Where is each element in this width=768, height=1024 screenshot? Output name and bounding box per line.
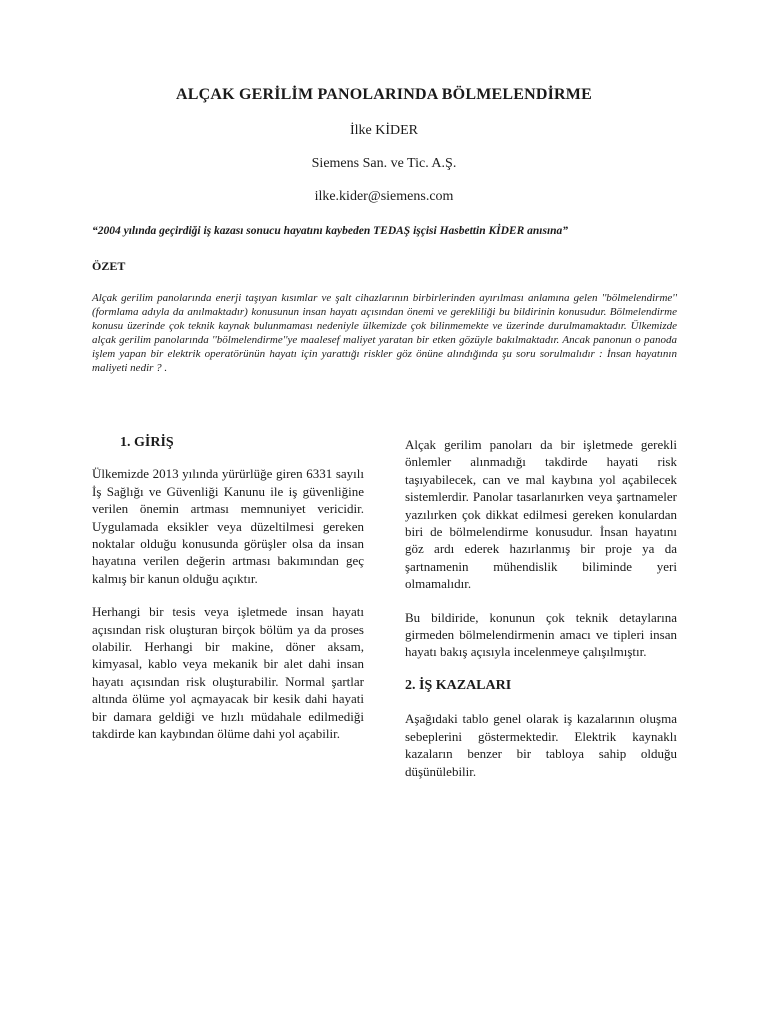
accidents-paragraph-1: Aşağıdaki tablo genel olarak iş kazalarının oluşma sebeplerini göstermektedir. Elektrik kaynaklı kazaların benzer bir tabloya sahip olduğu düşünülebilir. bbox=[405, 711, 677, 779]
paper-title: ALÇAK GERİLİM PANOLARINDA BÖLMELENDİRME bbox=[176, 86, 592, 103]
left-column bbox=[92, 430, 364, 759]
author-name: İlke KİDER bbox=[349, 123, 419, 138]
section-heading-accidents: 2. İŞ KAZALARI bbox=[405, 677, 512, 693]
dedication: “2004 yılında geçirdiği iş kazası sonucu hayatını kaybeden TEDAŞ işçisi Hasbettin KİDER anısına” bbox=[92, 225, 569, 237]
intro-paragraph-2: Herhangi bir tesis veya işletmede insan hayatı açısından risk oluşturan birçok bölüm ya da proses olabilir. Herhangi bir makine, döner aksam, kimyasal, kablo veya mekanik bir alet dahi insan hayatı açısından risk oluşturabilir. Normal şartlar altında ölüme yol açmayacak bir kesik dahi hayati bir damara geldiği ve hızlı müdahale edilmediği takdirde kan kaybından ölüme dahi yol açabilir. bbox=[92, 604, 364, 742]
right-column bbox=[405, 436, 677, 796]
intro-paragraph-1: Ülkemizde 2013 yılında yürürlüğe giren 6331 sayılı İş Sağlığı ve Güvenliği Kanunu ile iş güvenliğine verilen önemin artması memnuniyet vericidir. Uygulamada eksikler veya düzeltilmesi gereken noktalar olduğu konusunda görüşler olsa da insan hayatına verilen değerin artması bakımından geç kalmış bir kanun olduğu açıktır. bbox=[92, 466, 364, 586]
intro-paragraph-4: Bu bildiride, konunun çok teknik detaylarına girmeden bölmelendirmenin amacı ve tipleri insan hayatı bakış açısıyla incelenmeye çalışılmıştır. bbox=[405, 609, 677, 660]
intro-paragraph-3: Alçak gerilim panoları da bir işletmede gerekli önlemler alınmadığı takdirde hayati risk taşıyabilecek, can ve mal kaybına yol açabilecek sistemlerdir. Panolar tasarlanırken veya şartnameler yazılırken çok dikkat edilmesi gereken konulardan biri de bölmelendirme konusudur. İnsan hayatını göz ardı ederek hazırlanmış bir proje ya da şartnamenin mühendislik biliminde yeri olmamalıdır. bbox=[405, 437, 677, 592]
author-email: ilke.kider@siemens.com bbox=[314, 189, 454, 204]
author-affiliation: Siemens San. ve Tic. A.Ş. bbox=[311, 156, 457, 171]
section-heading-intro: 1. GİRİŞ bbox=[120, 435, 174, 450]
abstract-text: Alçak gerilim panolarında enerji taşıyan kısımlar ve şalt cihazlarının birbirlerinden ayırılması anlamına gelen ''bölmelendirme'' (formlama adıyla da anılmaktadır) konusunun insan hayatı açısından önemi ve gerekliliği bu bildirinin konusudur. Bölmelendirme konusu üzerinde çok teknik kaynak bulunmaması nedeniyle ülkemizde çok bilinmemekte ve üzerinde durulmamaktadır. Ülkemizde alçak gerilim panolarında ''bölmelendirme''ye maalesef maliyet yaratan bir etken gözüyle bakılmaktadır. Ancak panonun o panoda işlem yapan bir elektrik operatörünün hayatı için yarattığı riskler göz önüne alındığında şu soru sorulmalıdır : İnsan hayatının maliyeti nedir ? . bbox=[92, 292, 677, 374]
abstract-heading: ÖZET bbox=[92, 259, 126, 273]
